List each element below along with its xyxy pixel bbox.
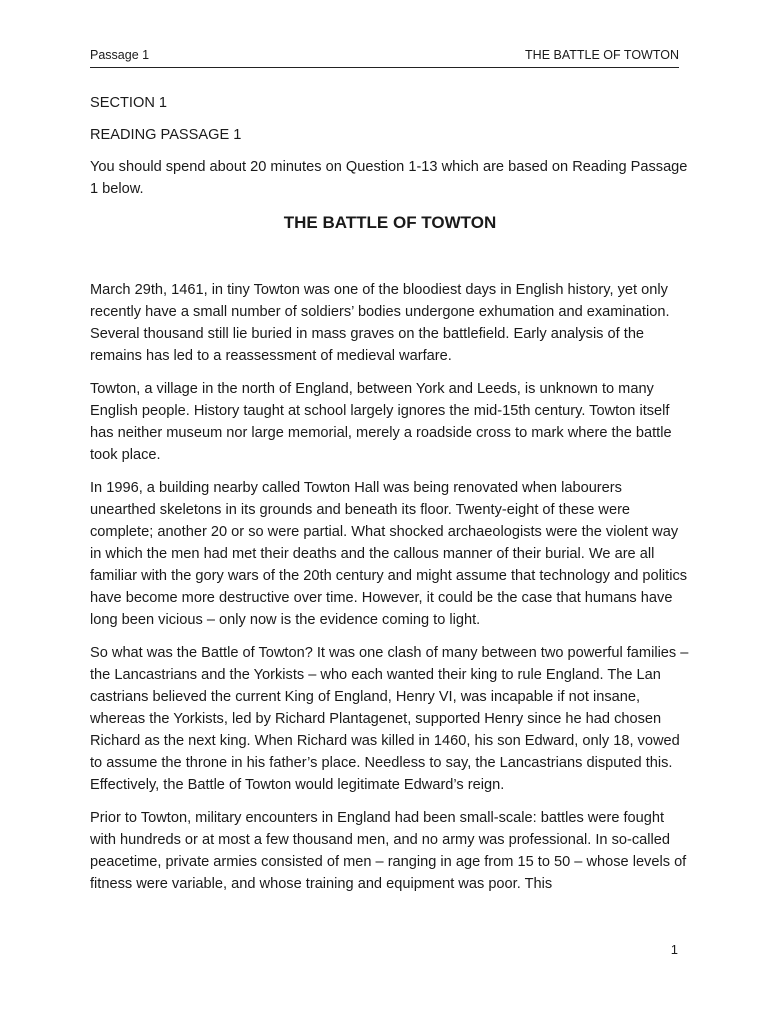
document-body [90,92,690,906]
instruction-text: You should spend about 20 minutes on Question 1-13 which are based on Reading Passage 1 below. [90,159,688,197]
paragraph: Prior to Towton, military encounters in England had been small-scale: battles were fought with hundreds or at most a few thousand men, and no army was professional. In so-called peacetime, private armies consisted of men – ranging in age from 15 to 50 – whose levels of fitness were variable, and whose training and equipment was poor. This [90,810,687,892]
paragraph: In 1996, a building nearby called Towton Hall was being renovated when labourers unearthed skeletons in its grounds and beneath its floor. Twenty-eight of these were complete; another 20 or so were partial. What shocked archaeologists were the violent way in which the men had met their deaths and the callous manner of their burial. We are all familiar with the gory wars of the 20th century and might assume that technology and politics have become more destructive over time. However, it could be the case that humans have long been vicious – only now is the evidence coming to light. [90,480,688,628]
running-header [90,47,679,68]
passage-title: THE BATTLE OF TOWTON [283,213,497,232]
header-title: THE BATTLE OF TOWTON [525,48,679,62]
reading-passage-heading: READING PASSAGE 1 [90,127,242,143]
header-passage-label: Passage 1 [90,48,150,62]
paragraph: March 29th, 1461, in tiny Towton was one of the bloodiest days in English history, yet only recently have a small number of soldiers’ bodies undergone exhumation and examination. Several thousand still lie buried in mass graves on the battlefield. Early analysis of the remains has led to a reassessment of medieval warfare. [90,282,670,364]
page-number: 1 [670,942,678,957]
paragraph: Towton, a village in the north of England, between York and Leeds, is unknown to many English people. History taught at school largely ignores the mid-15th century. Towton itself has neither museum nor large memorial, merely a roadside cross to mark where the battle took place. [90,381,672,463]
paragraph: So what was the Battle of Towton? It was one clash of many between two powerful families –the Lancastrians and the Yorkists – who each wanted their king to rule England. The Lan castrians believed the current King of England, Henry VI, was incapable if not insane, whereas the Yorkists, led by Richard Plantagenet, supported Henry since he had chosen Richard as the next king. When Richard was killed in 1460, his son Edward, only 18, vowed to assume the throne in his father’s place. Needless to say, the Lancastrians disputed this. Effectively, the Battle of Towton would legitimate Edward’s reign. [90,645,689,793]
section-heading: SECTION 1 [90,95,168,111]
